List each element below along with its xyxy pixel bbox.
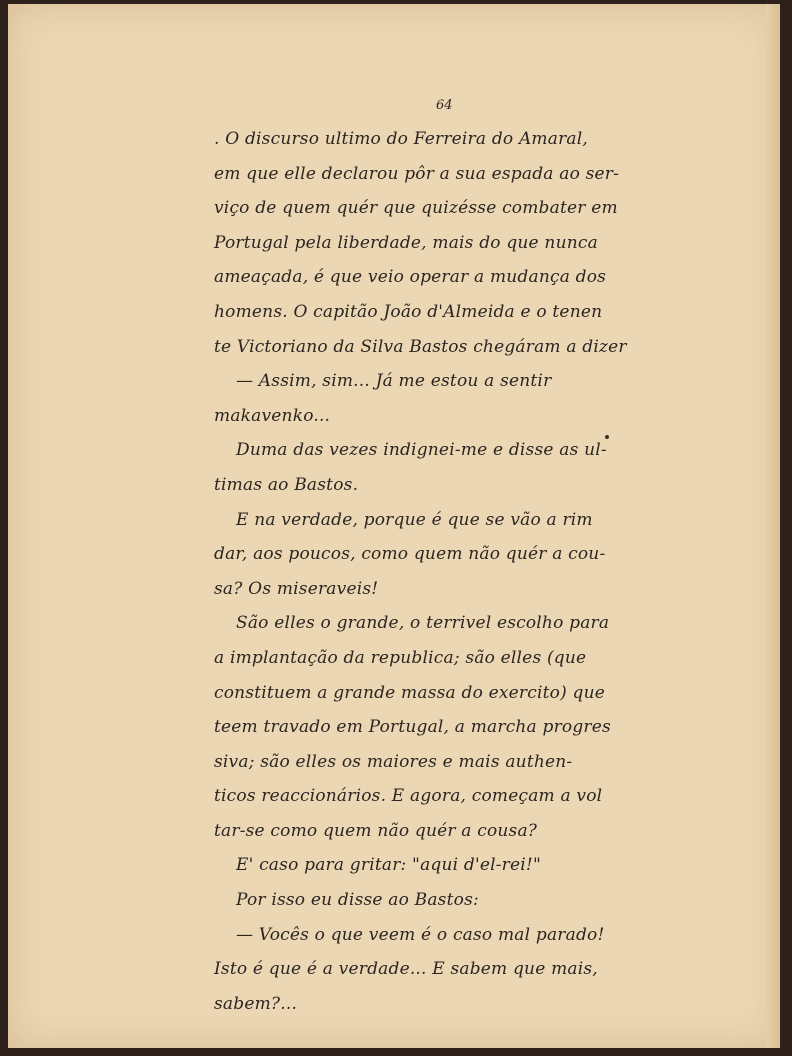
text-line: constituem a grande massa do exercito) que xyxy=(214,682,605,703)
text-line: homens. O capitão João d'Almeida e o tenen xyxy=(214,301,603,322)
text-line: Por isso eu disse ao Bastos: xyxy=(236,890,479,911)
text-line: ticos reaccionários. E agora, começam a vol xyxy=(214,786,603,807)
text-line: Duma das vezes indignei-me e disse as ul- xyxy=(236,440,607,461)
page-number: 64 xyxy=(436,98,453,113)
manuscript-page xyxy=(8,4,780,1048)
text-line: a implantação da republica; são elles (que xyxy=(214,647,587,668)
page-edge xyxy=(766,4,780,1048)
text-line: makavenko... xyxy=(214,405,331,426)
text-line: — Vocês o que veem é o caso mal parado! xyxy=(236,924,605,945)
text-line: E na verdade, porque é que se vão a rim xyxy=(236,509,593,530)
text-line: viço de quem quér que quizésse combater em xyxy=(214,198,618,219)
handwritten-text-block xyxy=(214,122,714,1021)
text-line: ameaçada, é que veio operar a mudança dos xyxy=(214,267,607,288)
text-line: teem travado em Portugal, a marcha progres xyxy=(214,717,611,738)
text-line: — Assim, sim... Já me estou a sentir xyxy=(236,371,552,392)
text-line: dar, aos poucos, como quem não quér a cou- xyxy=(214,544,606,565)
ink-spot xyxy=(605,435,609,439)
text-line: em que elle declarou pôr a sua espada ao ser- xyxy=(214,163,620,184)
text-line: te Victoriano da Silva Bastos chegáram a dizer xyxy=(214,336,627,357)
text-line: timas ao Bastos. xyxy=(214,474,359,495)
text-line: sa? Os miseraveis! xyxy=(214,578,379,599)
text-line: Isto é que é a verdade... E sabem que mais, xyxy=(214,959,598,980)
text-line: siva; são elles os maiores e mais authen- xyxy=(214,751,573,772)
text-line: Portugal pela liberdade, mais do que nunca xyxy=(214,232,598,253)
text-line: tar-se como quem não quér a cousa? xyxy=(214,820,538,841)
text-line: sabem?... xyxy=(214,993,298,1014)
text-line: . O discurso ultimo do Ferreira do Amaral, xyxy=(214,129,588,149)
text-line: São elles o grande, o terrivel escolho para xyxy=(236,613,610,634)
text-line: E' caso para gritar: "aqui d'el-rei!" xyxy=(236,855,541,876)
